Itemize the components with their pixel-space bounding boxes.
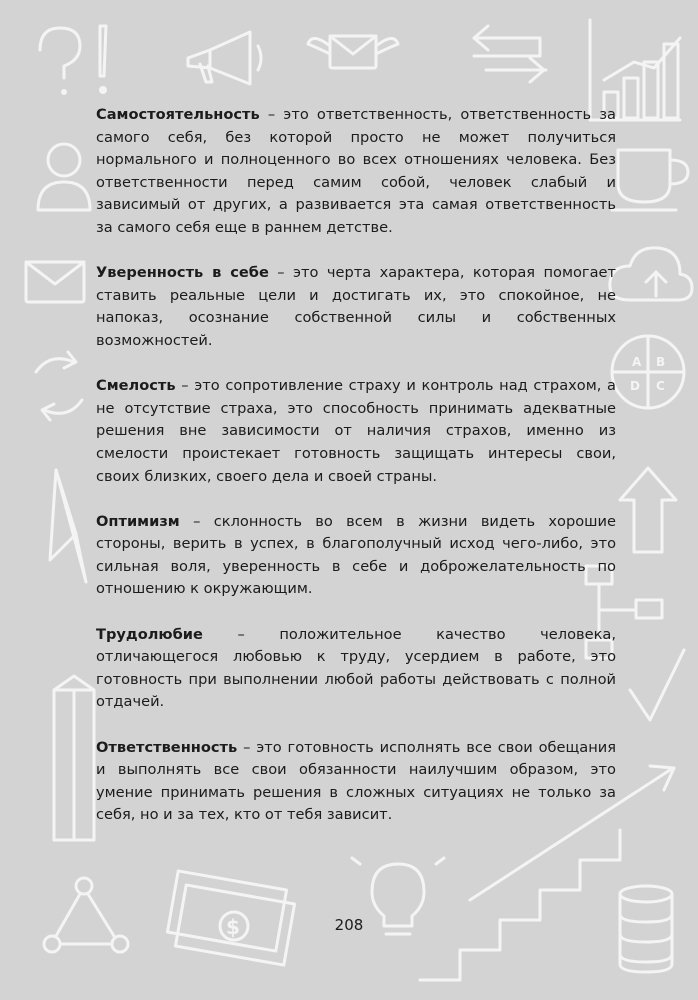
pie-letter-b: B — [656, 355, 666, 369]
definition-term: Трудолюбие — [96, 625, 203, 643]
paper-plane-icon — [50, 470, 86, 582]
megaphone-icon — [188, 32, 261, 84]
up-arrow-icon — [620, 468, 676, 552]
definition-text: – положительное качество человека, отличающегося любовью к труду, усердием в работе, это готовность при выполнении любой работы действовать с полной отдачей. — [96, 625, 616, 711]
envelope-icon — [26, 262, 84, 302]
definition-entry — [96, 104, 616, 240]
dollar-sign: $ — [226, 915, 240, 939]
pie-letter-c: C — [656, 379, 665, 393]
person-icon — [38, 144, 90, 210]
definition-term: Смелость — [96, 377, 176, 395]
definition-text: – это сопротивление страху и контроль над страхом, а не отсутствие страха, это способность принимать адекватные решения вне зависимости от наличия страхов, именно из смелости проистекает готовность защищать интересы свои, своих близких, своего дела и своей страны. — [96, 377, 616, 485]
definition-entry — [96, 375, 616, 488]
definition-entry — [96, 262, 616, 352]
definition-term: Оптимизм — [96, 512, 180, 530]
definition-term: Самостоятельность — [96, 106, 260, 123]
coffee-cup-icon — [612, 150, 688, 210]
definition-entry — [96, 624, 616, 714]
definition-term: Ответственность — [96, 738, 238, 756]
definitions-text — [96, 104, 616, 850]
network-nodes-icon — [44, 878, 128, 952]
pencil-icon — [54, 676, 94, 840]
exclamation-icon — [99, 26, 107, 94]
question-mark-icon — [40, 28, 80, 95]
definition-text: – склонность во всем в жизни видеть хорошие стороны, верить в успех, в благополучный исход чего-либо, это сильная воля, уверенность в себе и доброжелательность по отношению к окружающим. — [96, 512, 616, 598]
exchange-arrows-icon — [474, 26, 546, 82]
check-mark-icon — [630, 650, 684, 720]
page-number: 208 — [334, 916, 364, 934]
pie-letter-a: A — [632, 355, 642, 369]
definition-entry — [96, 737, 616, 827]
definition-text: – это черта характера, которая помогает ставить реальные цели и достигать их, это спокойное, не напоказ, осознание собственной силы и собственных возможностей. — [96, 264, 616, 349]
pie-chart-icon — [612, 336, 684, 408]
definition-text: – это готовность исполнять все свои обещания и выполнять все свои обязанности наилучшим образом, это умение принимать решения в сложных ситуациях не только за себя, но и за тех, кто от тебя зависит. — [96, 738, 616, 824]
definition-entry — [96, 511, 616, 601]
definition-term: Уверенность в себе — [96, 264, 269, 282]
circular-arrows-icon — [36, 352, 82, 420]
cloud-upload-icon — [610, 248, 692, 300]
winged-envelope-icon — [308, 36, 398, 68]
pie-letter-d: D — [630, 379, 640, 393]
definition-text: – это ответственность, ответственность за самого себя, без которой просто не может получиться нормального и полноценного во всех отношениях человека. Без ответственности перед самим собой, человек слабый и зависимый от других, а развивается эта самая ответственность за самого себя еще в раннем детстве. — [96, 106, 616, 236]
